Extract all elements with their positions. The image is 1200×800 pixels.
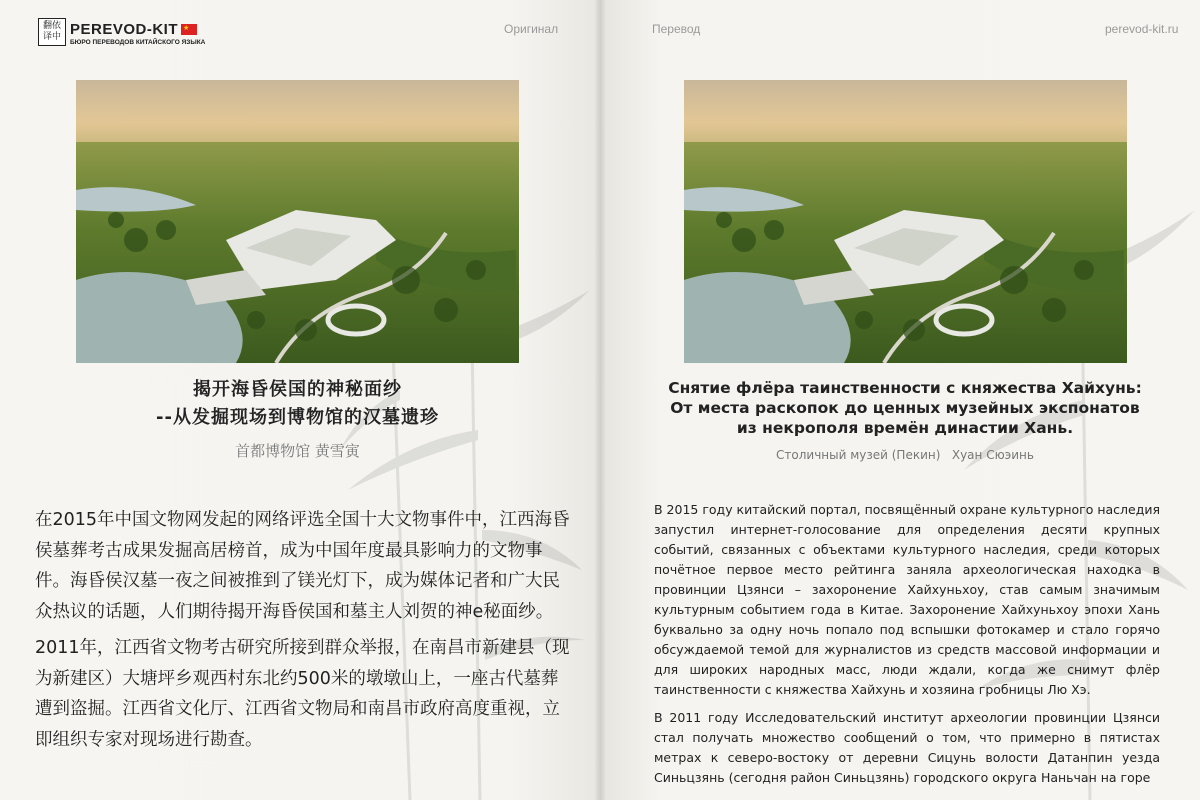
russian-title-line1: Снятие флёра таинственности с княжества Хайхунь: (668, 379, 1142, 397)
russian-paragraph: В 2015 году китайский портал, посвящённый охране культурного наследия запустил интернет-голосование для определения десяти крупных событий, связанных с объектами культурного наследия, среди которых почётное первое место рейтинга заняла археологическая находка в провинции Цзянси – захоронение Хайхуньхоу, став самым значимым культурным событием года в Китае. Захоронение Хайхуньхоу эпохи Хань буквально за одну ночь попало под вспышки фотокамер и стало горячо обсуждаемой темой для журналистов из средств массовой информации и для широких народных масс, люди ждали, когда же снимут флёр таинственности с княжества Хайхунь и хозяина гробницы Лю Хэ. (654, 502, 1161, 697)
chinese-title (76, 376, 519, 432)
chinese-title-line1: 揭开海昏侯国的神秘面纱 (193, 379, 402, 400)
book-spine-shadow (594, 0, 606, 800)
logo-subtitle: БЮРО ПЕРЕВОДОВ КИТАЙСКОГО ЯЗЫКА (70, 38, 206, 46)
brand-logo[interactable] (38, 18, 205, 46)
chinese-author: 首都博物馆 黄雪寅 (235, 442, 360, 460)
russian-title-line3: из некрополя времён династии Хань. (736, 419, 1074, 437)
russian-body (654, 500, 1160, 796)
china-flag-icon (181, 24, 197, 35)
original-label: Оригинал (504, 22, 559, 36)
chinese-paragraph: 在2015年中国文物网发起的网络评选全国十大文物事件中，江西海昏侯墓葬考古成果发掘高居榜首，成为中国年度最具影响力的文物事件。海昏侯汉墓一夜之间被推到了镁光灯下，成为媒体记者和广大民众热议的话题，人们期待揭开海昏侯国和墓主人刘贺的神e秘面纱。 (35, 510, 570, 622)
russian-title (660, 378, 1150, 438)
site-link[interactable]: perevod-kit.ru (1105, 22, 1179, 36)
russian-author: Столичный музей (Пекин) Хуан Сюэинь (776, 448, 1034, 462)
chinese-paragraph: 2011年，江西省文物考古研究所接到群众举报，在南昌市新建县（现为新建区）大塘坪乡观西村东北约500米的墩墩山上，一座古代墓葬遭到盗掘。江西省文化厅、江西省文物局和南昌市政府高度重视，立即组织专家对现场进行勘查。 (35, 638, 570, 750)
museum-aerial-photo (76, 80, 519, 363)
logo-seal-icon: 翻依译中 (38, 18, 66, 46)
russian-paragraph: В 2011 году Исследовательский институт археологии провинции Цзянси стал получать множество сообщений о том, что примерно в пятистах метрах к северо-востоку от деревни Сицунь волости Датанпин уезда Синьцзянь (сегодня район Синьцзянь) городского округа Наньчан на горе (654, 710, 1160, 785)
russian-title-line2: От места раскопок до ценных музейных экспонатов (670, 399, 1140, 417)
chinese-title-line2: --从发掘现场到博物馆的汉墓遗珍 (156, 407, 439, 428)
logo-title: PEREVOD-KIT (70, 20, 179, 38)
museum-aerial-photo (684, 80, 1127, 363)
chinese-body (35, 505, 570, 761)
translation-label: Перевод (652, 22, 701, 36)
